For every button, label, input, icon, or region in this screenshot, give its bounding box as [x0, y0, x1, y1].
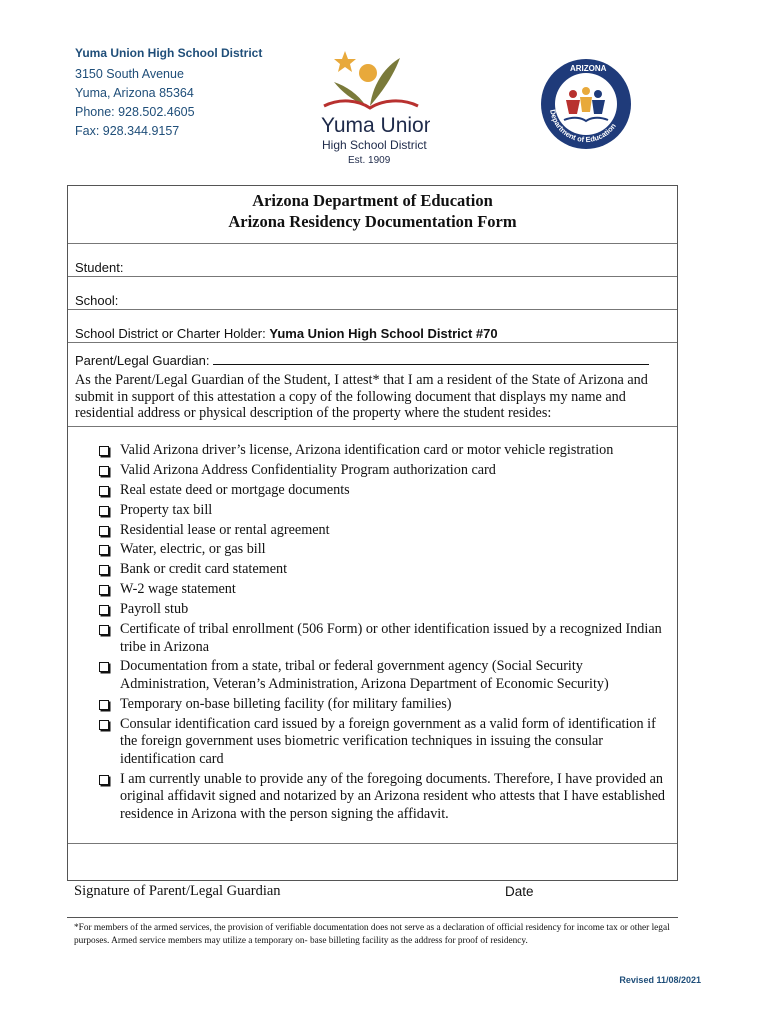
district-address-block [75, 44, 262, 141]
form-title [68, 186, 677, 244]
logo-established: Est. 1909 [348, 155, 391, 166]
checkbox[interactable] [99, 625, 109, 635]
district-name: Yuma Union High School District [75, 46, 263, 60]
list-item [96, 522, 671, 540]
list-item [96, 621, 671, 656]
list-item [96, 601, 671, 619]
charter-holder-label: School District or Charter Holder: [75, 326, 266, 341]
list-item [96, 696, 671, 714]
children-icon [566, 87, 605, 114]
ade-seal-graphic [540, 58, 632, 150]
checkbox[interactable] [99, 466, 109, 476]
form-title-line-1: Arizona Department of Education [252, 191, 493, 210]
ade-seal [540, 58, 632, 150]
logo-title: Yuma Union [321, 114, 430, 137]
checkbox[interactable] [99, 565, 109, 575]
checkbox[interactable] [99, 545, 109, 555]
checkbox[interactable] [99, 720, 109, 730]
address-line-2: Yuma, Arizona 85364 [75, 86, 194, 100]
charter-holder-line [75, 326, 498, 341]
checkbox[interactable] [99, 506, 109, 516]
list-item [96, 581, 671, 599]
document-option-label: Certificate of tribal enrollment (506 Form) or other identification issued by a recognized Indian tribe in Arizona [120, 621, 662, 655]
checkbox[interactable] [99, 446, 109, 456]
document-option-label: Property tax bill [120, 501, 213, 518]
document-option-label: Documentation from a state, tribal or federal government agency (Social Security Administration, Veteran’s Administration, Arizona Department of Economic Security) [120, 658, 609, 692]
document-option-label: Payroll stub [120, 601, 189, 618]
school-label: School: [75, 293, 119, 308]
list-item [96, 716, 671, 769]
document-option-label: Residential lease or rental agreement [120, 521, 330, 538]
document-option-label: I am currently unable to provide any of the foregoing documents. Therefore, I have provided an original affidavit signed and notarized by an Arizona resident who attests that I have established residence in Arizona with the person signing the affidavit. [120, 770, 666, 822]
list-item [96, 658, 671, 693]
list-item [96, 462, 671, 480]
guardian-line [75, 353, 649, 368]
phone-number: Phone: 928.502.4605 [75, 105, 195, 119]
checkbox[interactable] [99, 526, 109, 536]
document-option-label: Bank or credit card statement [120, 561, 288, 578]
list-item [96, 442, 671, 460]
list-item [96, 771, 671, 824]
document-option-label: Valid Arizona Address Confidentiality Program authorization card [120, 461, 496, 478]
logo-subtitle: High School District [322, 138, 427, 152]
residency-form [67, 185, 678, 881]
footer-divider [67, 917, 678, 918]
charter-holder-value: Yuma Union High School District #70 [269, 326, 498, 341]
seal-bottom-textpath: Department of Education [548, 108, 618, 145]
guardian-name-blank[interactable] [213, 353, 649, 365]
yuma-union-logo-graphic [318, 48, 430, 168]
date-label: Date [505, 884, 534, 899]
yuma-union-logo [318, 48, 430, 168]
student-label: Student: [75, 260, 124, 275]
document-option-label: W-2 wage statement [120, 581, 236, 598]
checkbox[interactable] [99, 700, 109, 710]
document-option-label: Consular identification card issued by a foreign government as a valid form of identification if the foreign government uses biometric verification techniques in issuing the consular identification card [120, 715, 656, 767]
revision-date: Revised 11/08/2021 [619, 975, 701, 985]
leaf-icon [370, 58, 400, 106]
star-icon [334, 51, 356, 72]
charter-holder-field [68, 310, 677, 343]
list-item [96, 502, 671, 520]
footnote: *For members of the armed services, the provision of verifiable documentation does not serve as a declaration of official residency for income tax or other legal purposes. Armed service members may utilize a temporary on- base billeting facility as the address for proof of residency. [74, 923, 670, 946]
fax-number: Fax: 928.344.9157 [75, 124, 180, 138]
signature-field[interactable] [68, 844, 677, 882]
document-checklist [96, 442, 671, 825]
document-option-label: Temporary on-base billeting facility (for military families) [120, 695, 452, 712]
checkbox[interactable] [99, 775, 109, 785]
list-item [96, 541, 671, 559]
checkbox[interactable] [99, 585, 109, 595]
school-field[interactable] [68, 277, 677, 310]
student-field[interactable] [68, 244, 677, 277]
checkbox[interactable] [99, 662, 109, 672]
seal-top-text: ARIZONA [570, 64, 607, 73]
document-option-label: Water, electric, or gas bill [120, 541, 266, 558]
list-item [96, 561, 671, 579]
document-option-label: Valid Arizona driver’s license, Arizona identification card or motor vehicle registration [120, 442, 614, 458]
list-item [96, 482, 671, 500]
checkbox[interactable] [99, 486, 109, 496]
address-line-1: 3150 South Avenue [75, 67, 184, 81]
signature-label: Signature of Parent/Legal Guardian [74, 883, 281, 899]
documents-section [68, 427, 677, 844]
guardian-section [68, 343, 677, 427]
attestation-text: As the Parent/Legal Guardian of the Student, I attest* that I am a resident of the State of Arizona and submit in support of this attestation a copy of the following document that displays my name and residential address or physical description of the property where the student resides: [75, 372, 648, 421]
checkbox[interactable] [99, 605, 109, 615]
document-option-label: Real estate deed or mortgage documents [120, 481, 350, 498]
form-title-line-2: Arizona Residency Documentation Form [228, 212, 517, 231]
sun-icon [359, 64, 377, 82]
guardian-label: Parent/Legal Guardian: [75, 353, 210, 368]
